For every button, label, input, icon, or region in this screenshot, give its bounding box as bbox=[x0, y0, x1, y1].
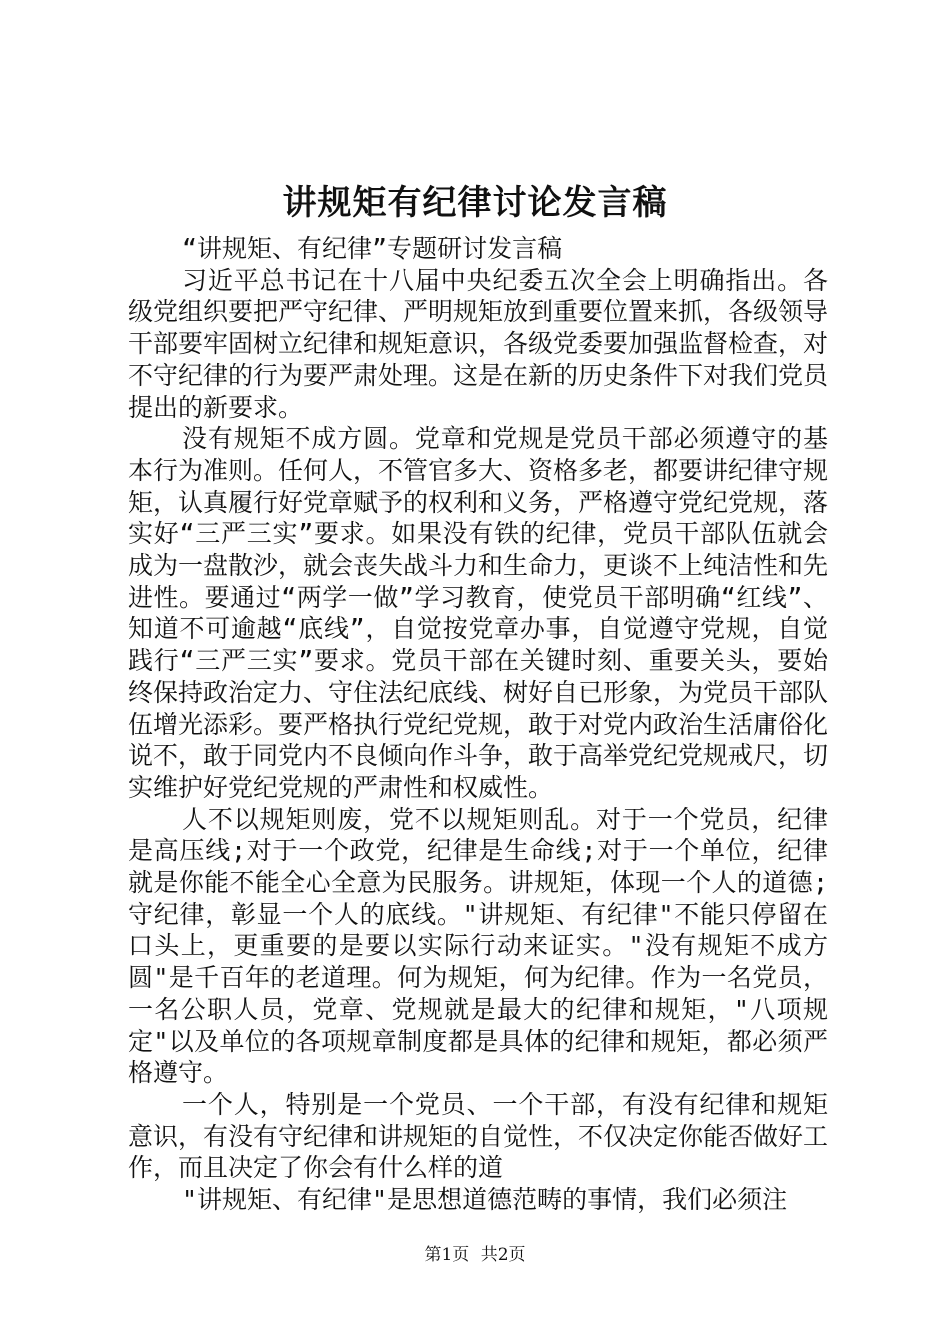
paragraph: 人不以规矩则废，党不以规矩则乱。对于一个党员，纪律是高压线;对于一个政党，纪律是生命线;对于一个单位，纪律就是你能不能全心全意为民服务。讲规矩，体现一个人的道德;守纪律，彰显一个人的底线。"讲规矩、有纪律"不能只停留在口头上，更重要的是要以实际行动来证实。"没有规矩不成方圆"是千百年的老道理。何为规矩，何为纪律。作为一名党员，一名公职人员，党章、党规就是最大的纪律和规矩，"八项规定"以及单位的各项规章制度都是具体的纪律和规矩，都必须严格遵守。 bbox=[128, 804, 828, 1088]
document-body bbox=[128, 233, 828, 1216]
page-footer: 第1页 共2页 bbox=[424, 1245, 526, 1265]
paragraph: 一个人，特别是一个党员、一个干部，有没有纪律和规矩意识，有没有守纪律和讲规矩的自觉性，不仅决定你能否做好工作，而且决定了你会有什么样的道 bbox=[128, 1089, 829, 1183]
paragraph: "讲规矩、有纪律"是思想道德范畴的事情，我们必须注 bbox=[182, 1185, 788, 1215]
paragraph: 习近平总书记在十八届中央纪委五次全会上明确指出。各级党组织要把严守纪律、严明规矩放到重要位置来抓，各级领导干部要牢固树立纪律和规矩意识，各级党委要加强监督检查，对不守纪律的行为要严肃处理。这是在新的历史条件下对我们党员提出的新要求。 bbox=[128, 265, 829, 422]
document-title: 讲规矩有纪律讨论发言稿 bbox=[282, 183, 668, 223]
paragraph-subtitle: “讲规矩、有纪律”专题研讨发言稿 bbox=[182, 234, 563, 263]
paragraph: 没有规矩不成方圆。党章和党规是党员干部必须遵守的基本行为准则。任何人，不管官多大、资格多老，都要讲纪律守规矩，认真履行好党章赋予的权利和义务，严格遵守党纪党规，落实好“三严三实”要求。如果没有铁的纪律，党员干部队伍就会成为一盘散沙，就会丧失战斗力和生命力，更谈不上纯洁性和先进性。要通过“两学一做”学习教育，使党员干部明确“红线”、知道不可逾越“底线”，自觉按党章办事，自觉遵守党规，自觉践行“三严三实”要求。党员干部在关键时刻、重要关头，要始终保持政治定力、守住法纪底线、树好自已形象，为党员干部队伍增光添彩。要严格执行党纪党规，敢于对党内政治生活庸俗化说不，敢于同党内不良倾向作斗争，敢于高举党纪党规戒尺，切实维护好党纪党规的严肃性和权威性。 bbox=[128, 424, 829, 802]
